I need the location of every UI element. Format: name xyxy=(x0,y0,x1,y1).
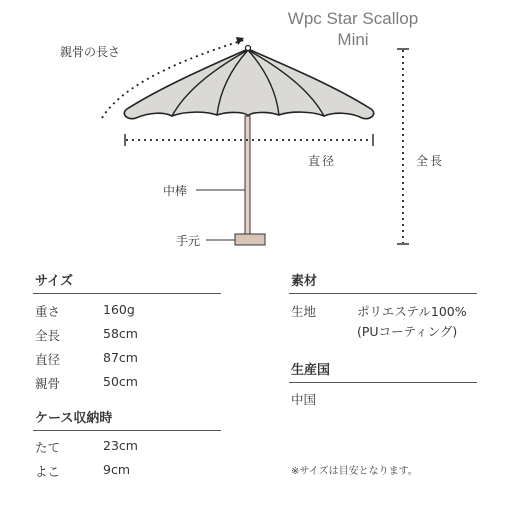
case-divider xyxy=(33,430,221,431)
origin-divider xyxy=(289,382,477,383)
material-value-line2: (PUコーティング) xyxy=(357,324,458,339)
umbrella-tip xyxy=(246,46,251,51)
umbrella-canopy xyxy=(124,49,373,119)
size-disclaimer-note: ※サイズは目安となります。 xyxy=(291,466,418,477)
umbrella-handle xyxy=(235,234,265,245)
size-row-label: 直径 xyxy=(35,352,61,367)
size-row-value: 50cm xyxy=(103,374,138,389)
material-heading: 素材 xyxy=(291,274,318,289)
diameter-label: 直径 xyxy=(308,154,337,168)
size-heading: サイズ xyxy=(35,274,73,289)
case-row-label: よこ xyxy=(35,464,61,479)
size-row-label: 全長 xyxy=(35,328,61,343)
total-length-label: 全長 xyxy=(416,154,445,168)
origin-heading: 生産国 xyxy=(291,363,331,378)
product-title xyxy=(258,8,448,50)
rib-length-label: 親骨の長さ xyxy=(60,45,121,59)
size-row-label: 親骨 xyxy=(35,376,61,391)
umbrella-shaft xyxy=(245,116,250,235)
size-divider xyxy=(33,293,221,294)
case-row-label: たて xyxy=(35,440,61,455)
size-row-value: 87cm xyxy=(103,350,138,365)
case-row-value: 23cm xyxy=(103,438,138,453)
material-label: 生地 xyxy=(291,304,317,319)
case-heading: ケース収納時 xyxy=(35,411,113,426)
size-row-value: 58cm xyxy=(103,326,138,341)
material-value-line1: ポリエステル100% xyxy=(357,304,467,319)
size-row-label: 重さ xyxy=(35,304,61,319)
origin-value: 中国 xyxy=(291,392,317,407)
size-row-value: 160g xyxy=(103,302,135,317)
material-divider xyxy=(289,293,477,294)
shaft-label: 中棒 xyxy=(163,184,188,198)
product-title-line1: Wpc Star Scallop xyxy=(287,9,419,28)
handle-label: 手元 xyxy=(176,234,201,248)
case-row-value: 9cm xyxy=(103,462,131,477)
product-title-line2: Mini xyxy=(337,30,369,49)
